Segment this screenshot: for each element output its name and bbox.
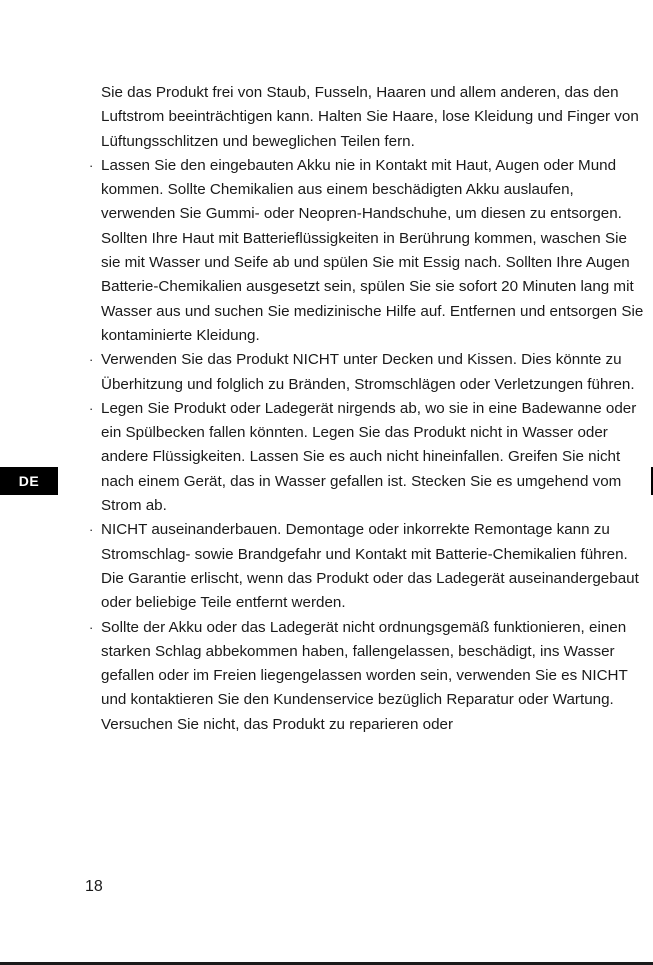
paragraph-text: Verwenden Sie das Produkt NICHT unter Decken und Kissen. Dies könnte zu Überhitzung und folglich zu Bränden, Stromschlägen oder Verletzungen führen.: [101, 351, 635, 393]
paragraph-text: Sie das Produkt frei von Staub, Fusseln, Haaren und allem anderen, das den Luftstrom beeinträchtigen kann. Halten Sie Haare, lose Kleidung und Finger von Lüftungsschlitzen und beweglichen Teilen fern.: [101, 84, 639, 150]
paragraph-text: Lassen Sie den eingebauten Akku nie in Kontakt mit Haut, Augen oder Mund kommen. Sollte Chemikalien aus einem beschädigten Akku auslaufen, verwenden Sie Gummi- oder Neopren-Handschuhe, um diesen zu entsorgen. Sollten Ihre Haut mit Batterieflüssigkeiten in Berührung kommen, waschen Sie sie mit Wasser und Seife ab und spülen Sie mit Essig nach. Sollten Ihre Augen Batterie-Chemikalien ausgesetzt sein, spülen Sie sie sofort 20 Minuten lang mit Wasser aus und suchen Sie medizinische Hilfe auf. Entfernen und entsorgen Sie kontaminierte Kleidung.: [101, 156, 644, 344]
bullet-item-disassembly: [87, 518, 647, 615]
paragraph-text: NICHT auseinanderbauen. Demontage oder inkorrekte Remontage kann zu Stromschlag- sowie Brandgefahr und Kontakt mit Batterie-Chemikalien führen. Die Garantie erlischt, wenn das Produkt oder das Ladegerät auseinandergebaut oder beliebige Teile entfernt werden.: [101, 521, 639, 612]
paragraph-continued: [87, 81, 647, 154]
bullet-marker: ·: [89, 522, 94, 538]
bullet-item-malfunction: [87, 616, 647, 737]
language-tab: DE: [0, 467, 58, 495]
bullet-item-blankets: [87, 348, 647, 397]
bullet-item-battery-contact: [87, 154, 647, 348]
paragraph-text: Sollte der Akku oder das Ladegerät nicht ordnungsgemäß funktionieren, einen starken Schlag abbekommen haben, fallengelassen, beschädigt, ins Wasser gefallen oder im Freien liegengelassen worden sein, verwenden Sie es NICHT und kontaktieren Sie den Kundenservice bezüglich Reparatur oder Wartung. Versuchen Sie nicht, das Produkt zu reparieren oder: [101, 618, 628, 733]
paragraph-text: Legen Sie Produkt oder Ladegerät nirgends ab, wo sie in eine Badewanne oder ein Spülbecken fallen könnten. Legen Sie das Produkt nicht in Wasser oder andere Flüssigkeiten. Lassen Sie es auch nicht hineinfallen. Greifen Sie nicht nach einem Gerät, das in Wasser gefallen ist. Stecken Sie es umgehend vom Strom ab.: [101, 399, 637, 515]
bullet-marker: ·: [89, 400, 94, 416]
bullet-marker: ·: [89, 157, 94, 173]
bullet-item-water: [87, 397, 647, 518]
page-number: 18: [85, 878, 103, 895]
bullet-marker: ·: [89, 619, 94, 635]
safety-instructions-text: [87, 81, 647, 737]
bullet-marker: ·: [89, 352, 94, 368]
